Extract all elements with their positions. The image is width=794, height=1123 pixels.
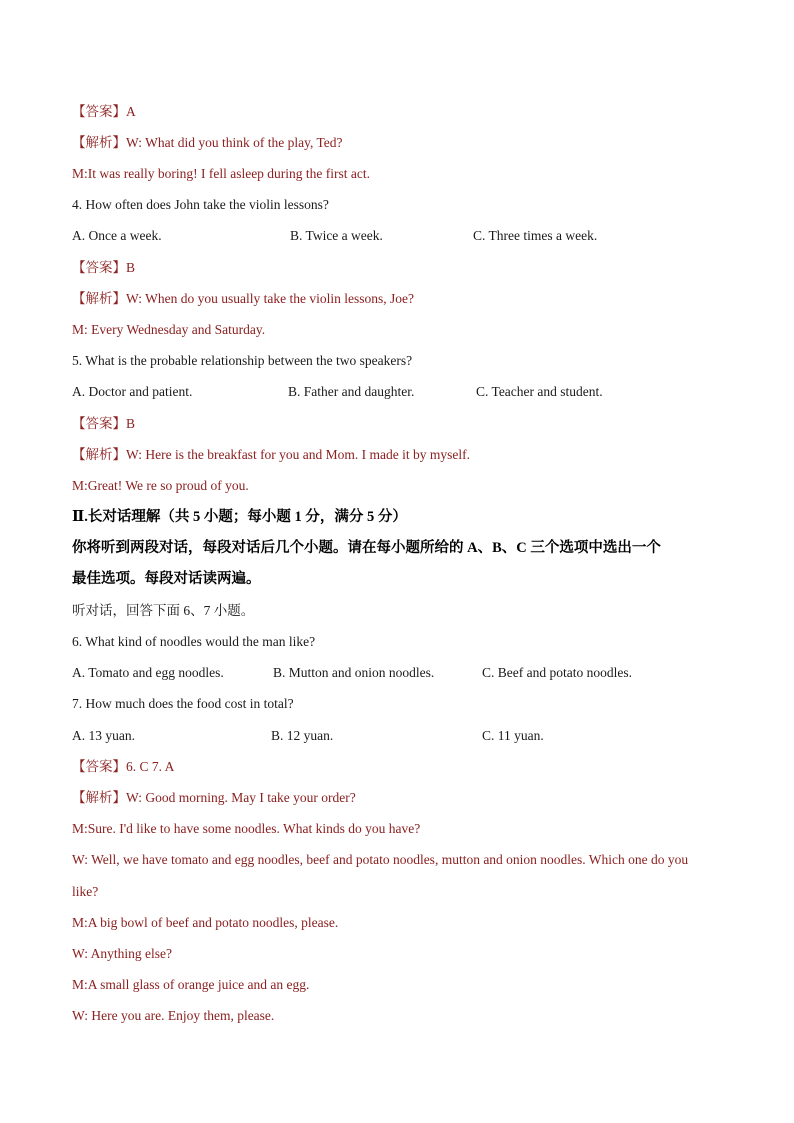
analysis-text: W: What did you think of the play, Ted? [126, 135, 343, 150]
answer-label: 【答案】6. C 7. A [72, 759, 175, 774]
analysis-row [72, 446, 470, 464]
answer-label: 【答案】B [72, 416, 136, 431]
analysis-text: W: When do you usually take the violin lessons, Joe? [126, 291, 414, 306]
q4-option-c: C. Three times a week. [473, 228, 598, 243]
analysis-label: 【解析】 [72, 291, 126, 306]
question-5: 5. What is the probable relationship between the two speakers? [72, 353, 413, 368]
listen-instruction: 听对话，回答下面 6、7 小题。 [72, 603, 255, 618]
q4-option-a: A. Once a week. [72, 228, 162, 243]
section-instruction: 你将听到两段对话，每段对话后几个小题。请在每小题所给的 A、B、C 三个选项中选出一个 [72, 540, 661, 556]
q7-option-c: C. 11 yuan. [482, 728, 544, 743]
dialogue-line: W: Well, we have tomato and egg noodles, beef and potato noodles, mutton and onion noodles. Which one do you [72, 852, 689, 867]
q5-option-a: A. Doctor and patient. [72, 384, 193, 399]
dialogue-line: M:Sure. I'd like to have some noodles. What kinds do you have? [72, 821, 421, 836]
answer-label: 【答案】B [72, 260, 136, 275]
section-instruction: 最佳选项。每段对话读两遍。 [72, 571, 261, 587]
q4-option-b: B. Twice a week. [290, 228, 383, 243]
dialogue-line: like? [72, 884, 99, 899]
q6-option-b: B. Mutton and onion noodles. [273, 665, 435, 680]
section-heading: Ⅱ.长对话理解（共 5 小题；每小题 1 分，满分 5 分） [72, 509, 407, 525]
q7-option-a: A. 13 yuan. [72, 728, 135, 743]
dialogue-line: M:It was really boring! I fell asleep during the first act. [72, 166, 371, 181]
dialogue-line: M:Great! We re so proud of you. [72, 478, 249, 493]
analysis-row [72, 134, 343, 152]
q6-option-c: C. Beef and potato noodles. [482, 665, 632, 680]
analysis-text: W: Good morning. May I take your order? [126, 790, 356, 805]
analysis-text: W: Here is the breakfast for you and Mom. I made it by myself. [126, 447, 471, 462]
analysis-row [72, 290, 414, 308]
analysis-label: 【解析】 [72, 135, 126, 150]
dialogue-line: W: Here you are. Enjoy them, please. [72, 1008, 275, 1023]
q7-option-b: B. 12 yuan. [271, 728, 334, 743]
question-4: 4. How often does John take the violin lessons? [72, 197, 329, 212]
q5-option-b: B. Father and daughter. [288, 384, 415, 399]
q6-option-a: A. Tomato and egg noodles. [72, 665, 224, 680]
dialogue-line: M:A big bowl of beef and potato noodles, please. [72, 915, 339, 930]
dialogue-line: W: Anything else? [72, 946, 172, 961]
dialogue-line: M: Every Wednesday and Saturday. [72, 322, 266, 337]
question-7: 7. How much does the food cost in total? [72, 696, 294, 711]
analysis-label: 【解析】 [72, 447, 126, 462]
q5-option-c: C. Teacher and student. [476, 384, 603, 399]
dialogue-line: M:A small glass of orange juice and an egg. [72, 977, 310, 992]
question-6: 6. What kind of noodles would the man like? [72, 634, 316, 649]
analysis-label: 【解析】 [72, 790, 126, 805]
analysis-row [72, 789, 356, 807]
answer-label: 【答案】A [72, 104, 136, 119]
